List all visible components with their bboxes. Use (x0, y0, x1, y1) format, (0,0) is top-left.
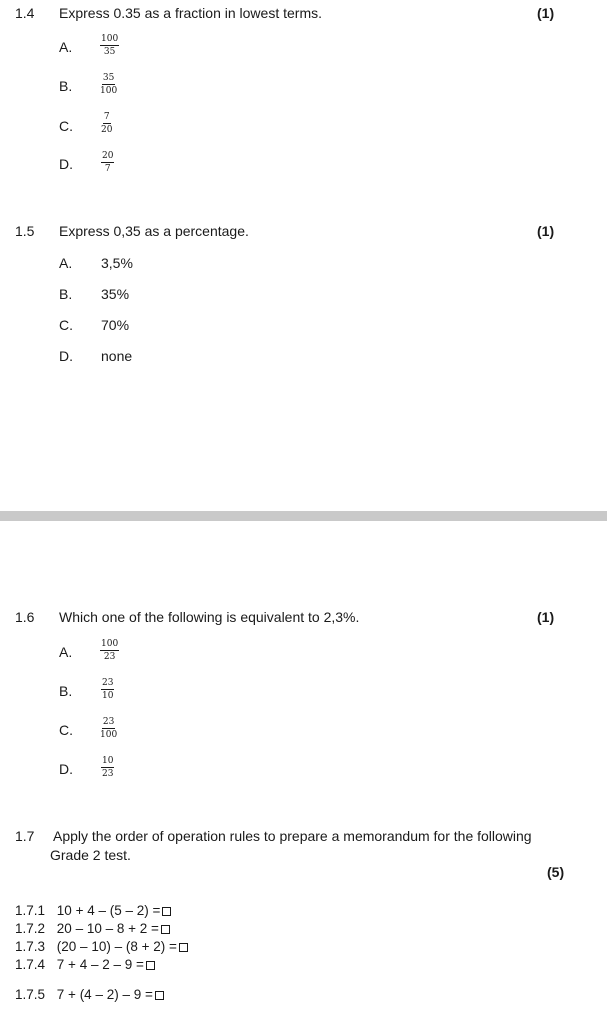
marks: (1) (537, 5, 555, 21)
option-letter-d: D. (59, 156, 73, 172)
sub-question-number: 1.7.3 (15, 939, 46, 954)
sub-question-1-7-2 (15, 921, 170, 936)
numerator: 100 (101, 34, 119, 44)
option-letter-a: A. (59, 39, 73, 55)
denominator: 7 (104, 164, 111, 174)
option-b-fraction (101, 678, 114, 701)
sub-question-number: 1.7.2 (15, 921, 46, 936)
page-divider (0, 511, 607, 521)
option-a-text: 3,5% (101, 255, 133, 271)
marks: (1) (537, 609, 555, 625)
denominator: 35 (103, 47, 116, 57)
answer-box-icon (179, 943, 188, 952)
answer-box-icon (161, 925, 170, 934)
question-number: 1.7 (15, 828, 35, 844)
sub-question-number: 1.7.1 (15, 903, 46, 918)
denominator: 20 (101, 125, 113, 135)
option-c-fraction (100, 717, 117, 740)
sub-question-1-7-5 (15, 987, 164, 1002)
question-text: Express 0.35 as a fraction in lowest terms. (59, 5, 322, 21)
option-c-fraction (101, 112, 112, 135)
sub-question-1-7-1 (15, 903, 171, 918)
answer-box-icon (162, 907, 171, 916)
question-text-line-2: Grade 2 test. (50, 847, 131, 863)
option-a-fraction (100, 639, 119, 662)
option-letter-a: A. (59, 255, 73, 271)
expression: 20 – 10 – 8 + 2 = (56, 921, 159, 936)
denominator: 100 (100, 86, 118, 96)
option-a-fraction (100, 34, 119, 57)
option-b-fraction (100, 73, 117, 96)
numerator: 23 (102, 717, 115, 727)
question-text: Which one of the following is equivalent to 2,3%. (59, 609, 360, 625)
option-letter-c: C. (59, 118, 73, 134)
marks: (1) (537, 223, 555, 239)
option-letter-a: A. (59, 644, 73, 660)
question-number: 1.6 (15, 609, 35, 625)
option-letter-b: B. (59, 78, 73, 94)
expression: (20 – 10) – (8 + 2) = (56, 939, 177, 954)
expression: 7 + 4 – 2 – 9 = (56, 957, 144, 972)
answer-box-icon (146, 961, 155, 970)
expression: 7 + (4 – 2) – 9 = (56, 987, 153, 1002)
sub-question-number: 1.7.4 (15, 957, 46, 972)
option-b-text: 35% (101, 286, 130, 302)
option-letter-d: D. (59, 348, 73, 364)
denominator: 10 (102, 691, 114, 701)
option-letter-c: C. (59, 722, 73, 738)
option-letter-d: D. (59, 761, 73, 777)
option-c-text: 70% (101, 317, 130, 333)
denominator: 23 (103, 652, 116, 662)
numerator: 23 (102, 678, 114, 688)
question-text-line-1: Apply the order of operation rules to prepare a memorandum for the following (53, 828, 532, 844)
numerator: 10 (102, 756, 114, 766)
expression: 10 + 4 – (5 – 2) = (56, 903, 161, 918)
option-d-fraction (101, 756, 114, 779)
numerator: 35 (102, 73, 115, 83)
question-number: 1.5 (15, 223, 35, 239)
answer-box-icon (155, 991, 164, 1000)
option-letter-b: B. (59, 683, 73, 699)
option-letter-b: B. (59, 286, 73, 302)
sub-question-1-7-3 (15, 939, 188, 954)
denominator: 23 (102, 769, 114, 779)
question-text: Express 0,35 as a percentage. (59, 223, 249, 239)
marks: (5) (547, 864, 565, 880)
option-letter-c: C. (59, 317, 73, 333)
sub-question-number: 1.7.5 (15, 987, 46, 1002)
option-d-text: none (101, 348, 133, 364)
sub-question-1-7-4 (15, 957, 155, 972)
question-number: 1.4 (15, 5, 35, 21)
numerator: 100 (101, 639, 119, 649)
numerator: 7 (103, 112, 110, 122)
option-d-fraction (101, 151, 114, 174)
numerator: 20 (102, 151, 114, 161)
denominator: 100 (100, 730, 118, 740)
